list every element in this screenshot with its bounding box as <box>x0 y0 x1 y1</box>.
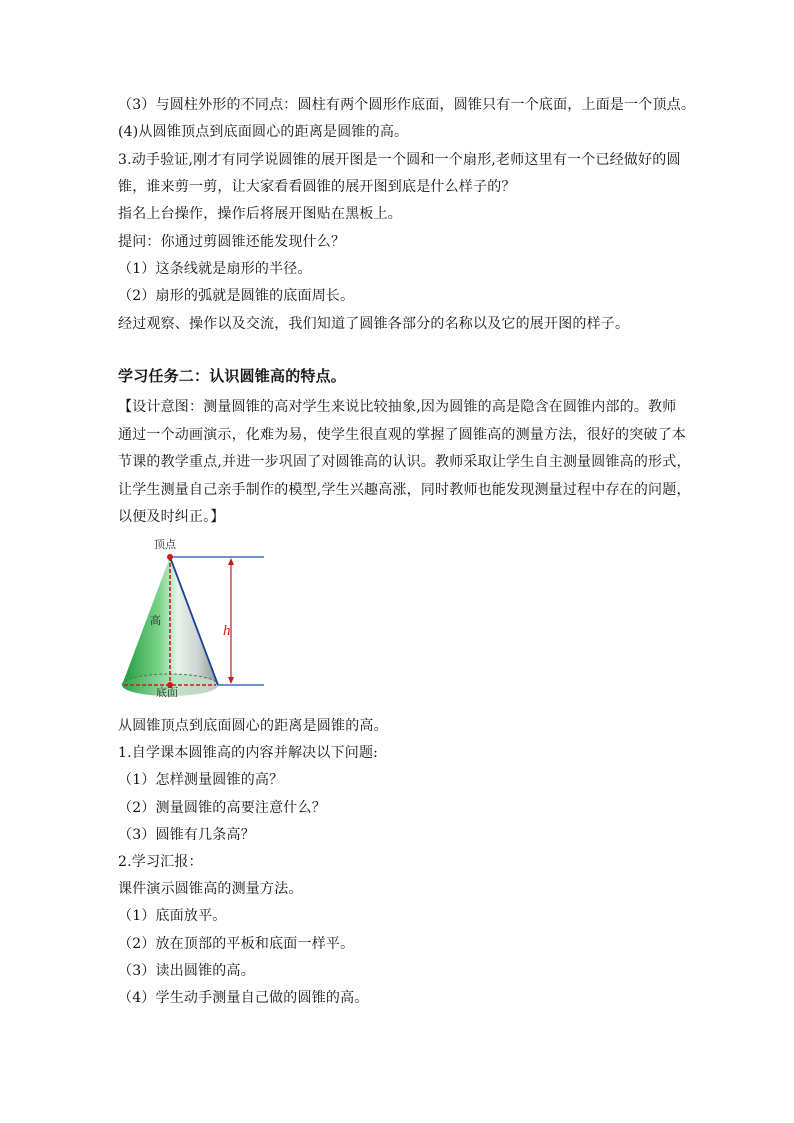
text-line: （2）扇形的弧就是圆锥的底面周长。 <box>118 288 355 304</box>
section-heading: 学习任务二：认识圆锥高的特点。 <box>118 367 347 385</box>
design-intent-line: 节课的教学重点,并进一步巩固了对圆锥高的认识。教师采取让学生自主测量圆锥高的形式， <box>118 454 691 470</box>
design-intent-line: 通过一个动画演示，化难为易，使学生很直观的掌握了圆锥高的测量方法，很好的突破了本 <box>118 427 686 443</box>
text-line: 3.动手验证,刚才有同学说圆锥的展开图是一个圆和一个扇形,老师这里有一个已经做好的圆 <box>118 152 681 168</box>
design-intent-line: 以便及时纠正。】 <box>118 509 225 525</box>
text-line: (4)从圆锥顶点到底面圆心的距离是圆锥的高。 <box>118 124 409 140</box>
h-arrow-down <box>228 677 234 684</box>
text-line: 2.学习汇报： <box>118 854 203 870</box>
design-intent-line: 让学生测量自己亲手制作的模型,学生兴趣高涨，同时教师也能发现测量过程中存在的问题， <box>118 482 691 498</box>
text-line: （3）与圆柱外形的不同点：圆柱有两个圆形作底面，圆锥只有一个底面，上面是一个顶点。 <box>118 97 696 113</box>
text-line: 经过观察、操作以及交流，我们知道了圆锥各部分的名称以及它的展开图的样子。 <box>118 316 630 332</box>
text-line: 课件演示圆锥高的测量方法。 <box>118 881 303 897</box>
apex-label: 顶点 <box>154 538 176 551</box>
text-line: （3）读出圆锥的高。 <box>118 963 255 979</box>
h-arrow-up <box>228 558 234 565</box>
text-line: 提问：你通过剪圆锥还能发现什么？ <box>118 234 346 250</box>
text-line: 指名上台操作，操作后将展开图贴在黑板上。 <box>118 206 402 222</box>
cone-height-figure <box>118 536 278 706</box>
text-line: （4）学生动手测量自己做的圆锥的高。 <box>118 990 369 1006</box>
apex-dot <box>167 554 173 560</box>
text-line: 从圆锥顶点到底面圆心的距离是圆锥的高。 <box>118 718 388 734</box>
base-label: 底面 <box>156 686 178 699</box>
height-label: 高 <box>150 614 161 627</box>
text-line: （3）圆锥有几条高？ <box>118 827 255 843</box>
text-line: 1.自学课本圆锥高的内容并解决以下问题: <box>118 745 379 761</box>
text-line: 锥，谁来剪一剪，让大家看看圆锥的展开图到底是什么样子的？ <box>118 179 516 195</box>
text-line: （2）放在顶部的平板和底面一样平。 <box>118 936 355 952</box>
text-line: （1）这条线就是扇形的半径。 <box>118 261 312 277</box>
h-label: h <box>223 623 231 639</box>
text-line: （1）底面放平。 <box>118 908 227 924</box>
text-line: （2）测量圆锥的高要注意什么？ <box>118 800 326 816</box>
design-intent-line: 【设计意图：测量圆锥的高对学生来说比较抽象,因为圆锥的高是隐含在圆锥内部的。教师 <box>118 399 677 415</box>
text-line: （1）怎样测量圆锥的高？ <box>118 772 284 788</box>
cone-diagram <box>118 536 278 706</box>
